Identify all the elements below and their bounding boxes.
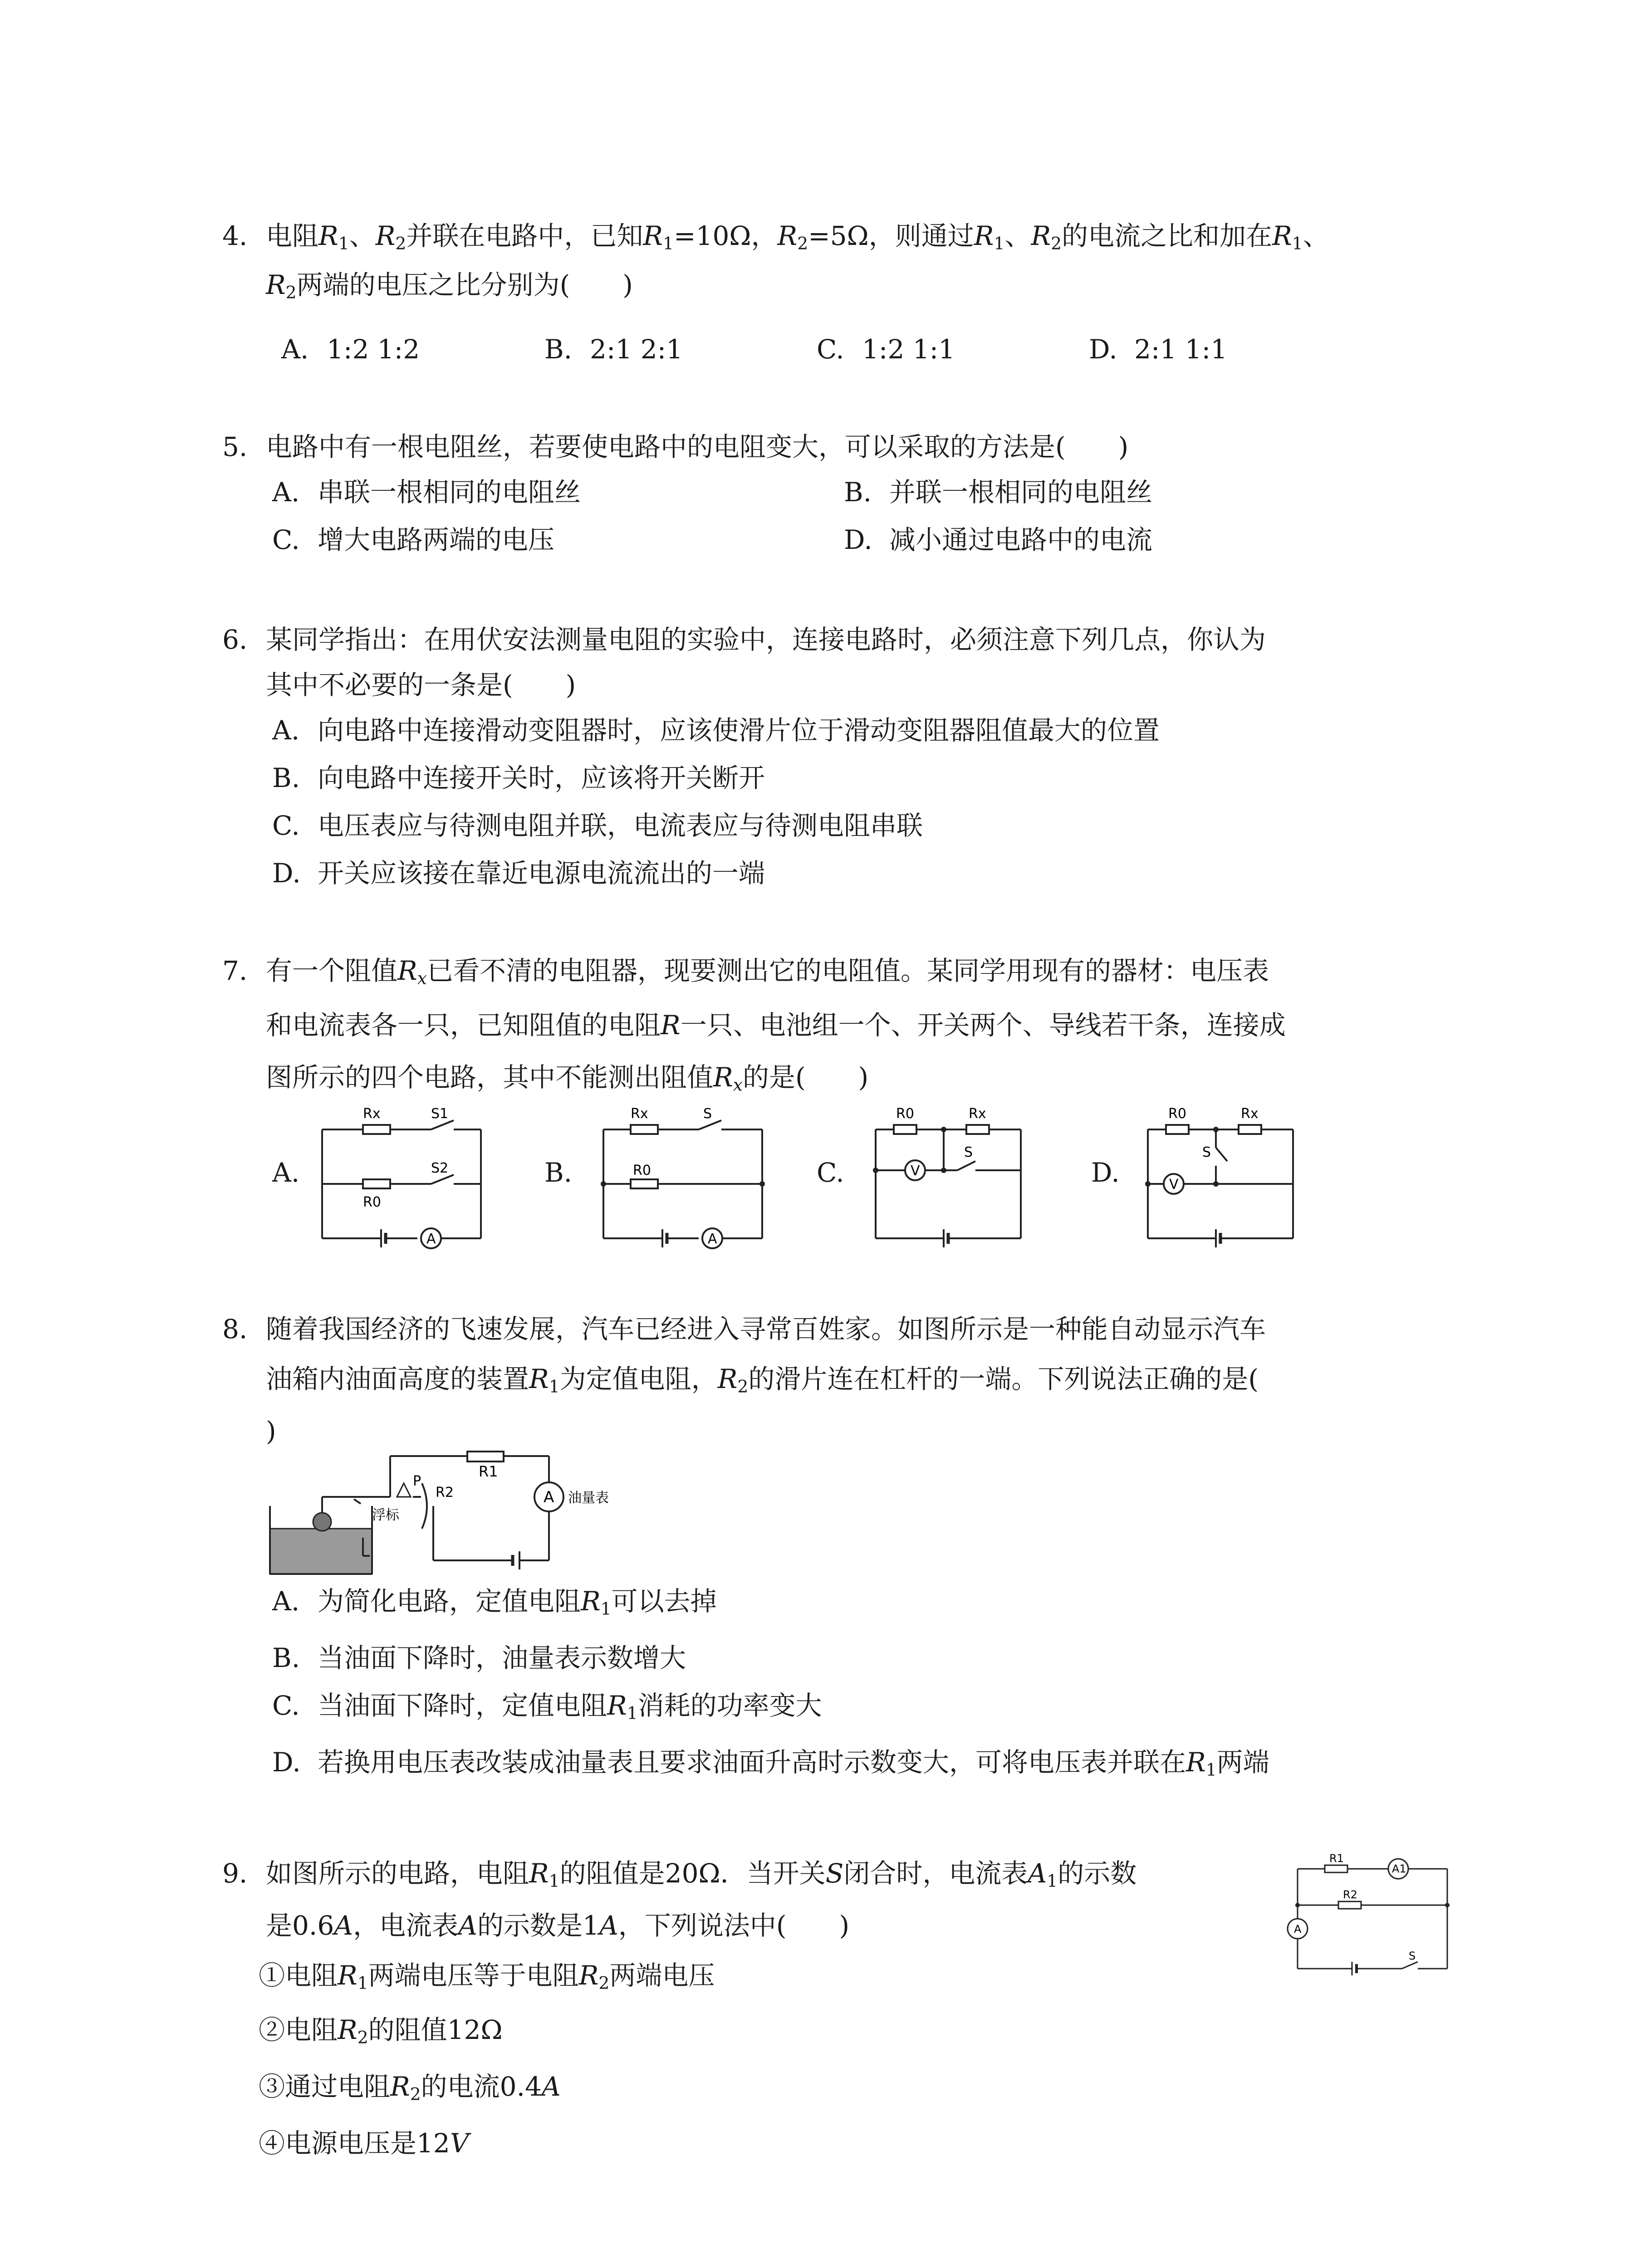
r0-label: R0 [363,1194,381,1210]
circuit-a [318,1102,490,1247]
r0-label: R0 [1168,1106,1186,1122]
r1-label: R1 [1329,1852,1344,1865]
option-a[interactable]: A. 串联一根相同的电阻丝 [272,477,581,508]
question-stem-line: 图所示的四个电路，其中不能测出阻值$R_x$的是( ) [266,1062,869,1095]
option-d[interactable]: D. 2:1 1:1 [1089,334,1228,365]
r0-label: R0 [633,1163,651,1178]
voltmeter-label: V [1169,1177,1179,1193]
diagram-label-b[interactable]: B. [544,1157,573,1188]
question-stem-line: 如图所示的电路，电阻$R_1$的阻值是20Ω．当开关S闭合时，电流表$A_1$的示数 [266,1858,1137,1891]
statement-1: ①电阻$R_1$两端电压等于电阻$R_2$两端电压 [259,1960,715,1993]
a1-label: A1 [1392,1862,1406,1875]
s-label: S [1202,1144,1211,1160]
r1-label: R1 [479,1463,498,1480]
option-d[interactable]: D. 开关应该接在靠近电源电流流出的一端 [272,858,765,889]
question-number: 4. [222,220,248,251]
question-number: 5. [222,431,248,462]
r0-label: R0 [896,1106,914,1122]
s-label: S [964,1144,973,1160]
question-stem-line: 电路中有一根电阻丝，若要使电路中的电阻变大，可以采取的方法是( ) [266,431,1129,462]
option-b[interactable]: B. 向电路中连接开关时，应该将开关断开 [272,763,765,793]
option-d[interactable]: D. 减小通过电路中的电流 [844,524,1153,555]
option-c[interactable]: C. 1:2 1:1 [817,334,955,365]
statement-2: ②电阻$R_2$的阻值12Ω [259,2014,503,2048]
question-stem-line: 其中不必要的一条是( ) [266,670,576,700]
option-d[interactable]: D. 若换用电压表改装成油量表且要求油面升高时示数变大，可将电压表并联在$R_1$两端 [272,1747,1269,1780]
option-c[interactable]: C. 电压表应与待测电阻并联，电流表应与待测电阻串联 [272,810,923,841]
question-number: 6. [222,624,248,655]
circuit-q9 [1279,1851,1461,1978]
ammeter-label: A [426,1231,436,1247]
question-stem-line: 有一个阻值$R_x$已看不清的电阻器，现要测出它的电阻值。某同学用现有的器材：电压表 [266,955,1269,988]
r2-label: R2 [436,1485,454,1501]
option-c[interactable]: C. 增大电路两端的电压 [272,524,555,555]
option-b[interactable]: B. 当油面下降时，油量表示数增大 [272,1642,686,1673]
s-label: S [703,1106,712,1122]
circuit-b [599,1102,771,1247]
option-a[interactable]: A. 1:2 1:2 [281,334,420,365]
rx-label: Rx [363,1106,381,1122]
circuit-c [871,1102,1034,1247]
question-stem-line: 随着我国经济的飞速发展，汽车已经进入寻常百姓家。如图所示是一种能自动显示汽车 [266,1314,1266,1344]
question-stem-line: 油箱内油面高度的装置$R_1$为定值电阻，$R_2$的滑片连在杠杆的一端。下列说法正确的是( [266,1364,1259,1397]
rx-label: Rx [969,1106,986,1122]
ammeter-label: A [544,1488,554,1506]
fuel-meter-label: 油量表 [568,1490,609,1506]
option-a[interactable]: A. 为简化电路，定值电阻$R_1$可以去掉 [272,1586,717,1619]
question-number: 7. [222,955,248,986]
voltmeter-label: V [911,1163,920,1179]
question-number: 9. [222,1858,248,1889]
r2-label: R2 [1343,1888,1357,1901]
fuel-gauge-diagram [268,1447,631,1583]
question-stem-line: 电阻$R_1$、$R_2$并联在电路中，已知$R_1=10\Omega$，$R_2=5\Omega$，则通过$R_1$、$R_2$的电流之比和加在$R_1$、 [266,220,1329,254]
option-b[interactable]: B. 2:1 2:1 [544,334,683,365]
a-label: A [1294,1923,1302,1936]
s1-label: S1 [431,1106,449,1122]
float-label: 浮标 [372,1507,399,1523]
rx-label: Rx [631,1106,648,1122]
diagram-label-c[interactable]: C. [817,1157,844,1188]
ammeter-label: A [708,1231,717,1247]
question-stem-line: 和电流表各一只，已知阻值的电阻R一只、电池组一个、开关两个、导线若干条，连接成 [266,1010,1286,1041]
question-number: 8. [222,1314,248,1344]
p-label: P [413,1473,421,1489]
question-stem-line: 是0.6A，电流表A的示数是1A，下列说法中( ) [266,1910,850,1941]
rx-label: Rx [1241,1106,1259,1122]
statement-4: ④电源电压是12V [259,2128,469,2159]
question-stem-line: $R_2$两端的电压之比分别为( ) [266,269,633,303]
question-stem-line: ) [266,1416,276,1447]
diagram-label-d[interactable]: D. [1091,1157,1120,1188]
circuit-d [1143,1102,1307,1247]
option-b[interactable]: B. 并联一根相同的电阻丝 [844,477,1153,508]
diagram-label-a[interactable]: A. [272,1157,300,1188]
statement-3: ③通过电阻$R_2$的电流0.4A [259,2071,561,2104]
option-a[interactable]: A. 向电路中连接滑动变阻器时，应该使滑片位于滑动变阻器阻值最大的位置 [272,715,1160,746]
s2-label: S2 [431,1160,449,1176]
s-label: S [1409,1950,1416,1962]
question-stem-line: 某同学指出：在用伏安法测量电阻的实验中，连接电路时，必须注意下列几点，你认为 [266,624,1266,655]
option-c[interactable]: C. 当油面下降时，定值电阻$R_1$消耗的功率变大 [272,1690,822,1723]
